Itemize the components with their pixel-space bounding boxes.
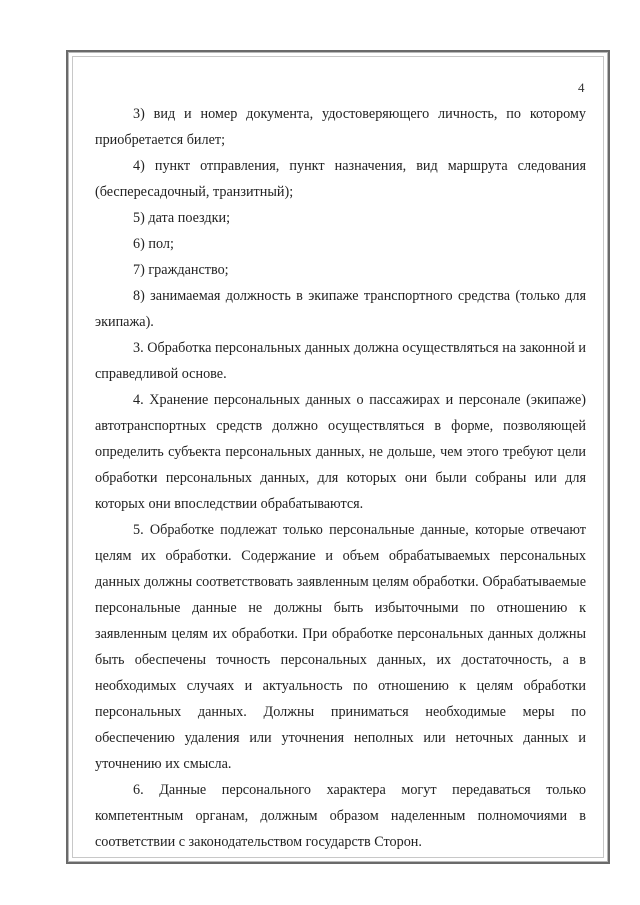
clause-3: 3. Обработка персональных данных должна осуществляться на законной и справедливой основе. bbox=[95, 340, 586, 382]
list-item-citizenship: 7) гражданство; bbox=[133, 262, 229, 278]
page-number: 4 bbox=[578, 80, 585, 95]
list-item-document-id: 3) вид и номер документа, удостоверяющего личность, по которому приобретается билет; bbox=[95, 106, 586, 148]
list-item-sex: 6) пол; bbox=[133, 236, 174, 252]
document-body bbox=[95, 101, 586, 855]
clause-5: 5. Обработке подлежат только персональные данные, которые отвечают целям их обработки. Содержание и объем обрабатываемых персональных данных должны соответствовать заявленным целям обработки. Обрабатываемые персональные данные не должны быть избыточными по отношению к заявленным целям их обработки. При обработке персональных данных должны быть обеспечены точность персональных данных, их достаточность, а в необходимых случаях и актуальность по отношению к целям обработки персональных данных. Должны приниматься необходимые меры по обеспечению удаления или уточнения неполных или неточных данных и уточнению их смысла. bbox=[95, 522, 586, 772]
list-item-route: 4) пункт отправления, пункт назначения, вид маршрута следования (беспересадочный, транзитный); bbox=[95, 158, 586, 200]
list-item-crew-position: 8) занимаемая должность в экипаже транспортного средства (только для экипажа). bbox=[95, 288, 586, 330]
clause-4: 4. Хранение персональных данных о пассажирах и персонале (экипаже) автотранспортных средств должно осуществляться в форме, позволяющей определить субъекта персональных данных, не дольше, чем этого требуют цели обработки персональных данных, для которых они были собраны или для которых они впоследствии обрабатываются. bbox=[95, 392, 586, 512]
clause-6: 6. Данные персонального характера могут передаваться только компетентным органам, должным образом наделенным полномочиями в соответствии с законодательством государств Сторон. bbox=[95, 782, 586, 850]
list-item-trip-date: 5) дата поездки; bbox=[133, 210, 231, 226]
